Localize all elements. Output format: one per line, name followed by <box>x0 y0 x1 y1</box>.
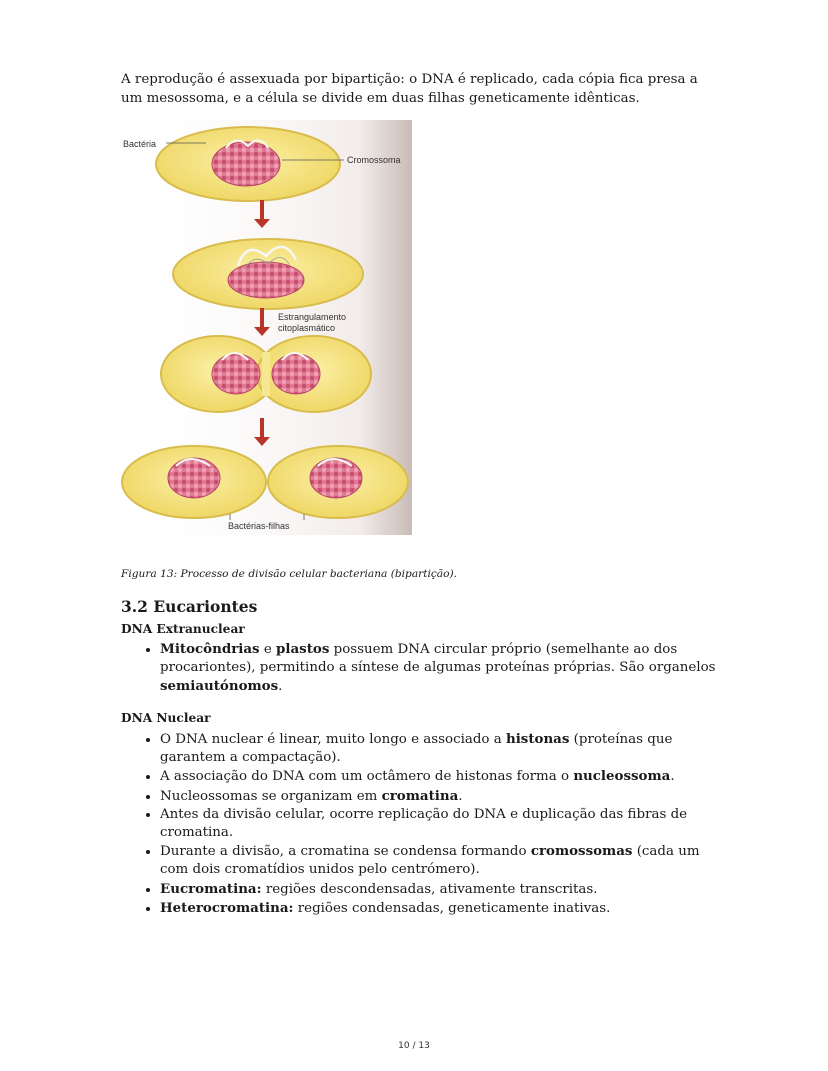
bold-term: plastos <box>276 641 330 657</box>
extranuclear-list <box>121 640 720 697</box>
subheading-nuclear: DNA Nuclear <box>121 711 211 725</box>
bacterial-division-figure <box>118 120 412 535</box>
list-item <box>160 787 720 806</box>
text-run: regiões descondensadas, ativamente transcritas. <box>261 881 598 897</box>
stage-1-bacterium <box>156 127 340 201</box>
intro-paragraph: A reprodução é assexuada por bipartição: o DNA é replicado, cada cópia fica presa a um mesossoma, e a célula se divide em duas filhas geneticamente idênticas. <box>121 72 698 106</box>
text-run: Antes da divisão celular, ocorre replicação do DNA e duplicação das fibras de cromatina. <box>160 806 688 841</box>
list-item <box>160 880 720 899</box>
list-item <box>160 899 720 918</box>
list-item <box>160 806 720 842</box>
bold-term: cromatina <box>381 787 459 804</box>
figure-caption: Figura 13: Processo de divisão celular bacteriana (bipartição). <box>121 568 457 580</box>
text-run: possuem DNA circular próprio (semelhante ao dos procariontes), permitindo a síntese de algumas proteínas próprias. São organelos <box>160 642 716 676</box>
label-constriction-1: Estrangulamento <box>278 312 347 322</box>
bold-term: Heterocromatina: <box>160 899 294 916</box>
nuclear-list <box>121 730 720 918</box>
bipartition-diagram <box>118 120 412 535</box>
text-run: Nucleossomas se organizam em <box>160 788 382 804</box>
label-daughters: Bactérias-filhas <box>228 521 290 531</box>
bold-term: nucleossoma <box>573 768 671 785</box>
stage-2-replicated-dna <box>173 239 363 309</box>
list-item <box>160 767 720 786</box>
section-title: 3.2 Eucariontes <box>121 597 258 616</box>
text-run: (proteínas que garantem a compactação). <box>160 732 673 766</box>
text-run: e <box>259 642 277 657</box>
text-run: regiões condensadas, geneticamente inativas. <box>293 900 611 916</box>
list-item <box>160 730 720 767</box>
text-run: A associação do DNA com um octâmero de histonas forma o <box>160 769 574 785</box>
text-run: (cada um com dois cromatídios unidos pelo centrómero). <box>160 844 700 878</box>
bold-term: histonas <box>505 731 570 747</box>
bold-term: Mitocôndrias <box>160 641 260 657</box>
chromosome-icon <box>212 142 280 186</box>
bold-term: semiautónomos <box>160 678 279 695</box>
page-number: 10 / 13 <box>398 1041 430 1051</box>
text-run: . <box>458 788 463 804</box>
bold-term: cromossomas <box>530 843 633 860</box>
label-constriction-2: citoplasmático <box>278 323 336 333</box>
text-run: Durante a divisão, a cromatina se condensa formando <box>160 844 531 860</box>
bold-term: Eucromatina: <box>160 880 262 897</box>
list-item <box>160 640 720 697</box>
label-bacteria: Bactéria <box>123 139 157 149</box>
list-item <box>160 842 720 879</box>
text-run: O DNA nuclear é linear, muito longo e associado a <box>160 732 506 747</box>
text-run: . <box>670 769 675 785</box>
subheading-extranuclear: DNA Extranuclear <box>121 622 245 636</box>
label-chromosome: Cromossoma <box>347 155 401 165</box>
text-run: . <box>278 679 283 695</box>
